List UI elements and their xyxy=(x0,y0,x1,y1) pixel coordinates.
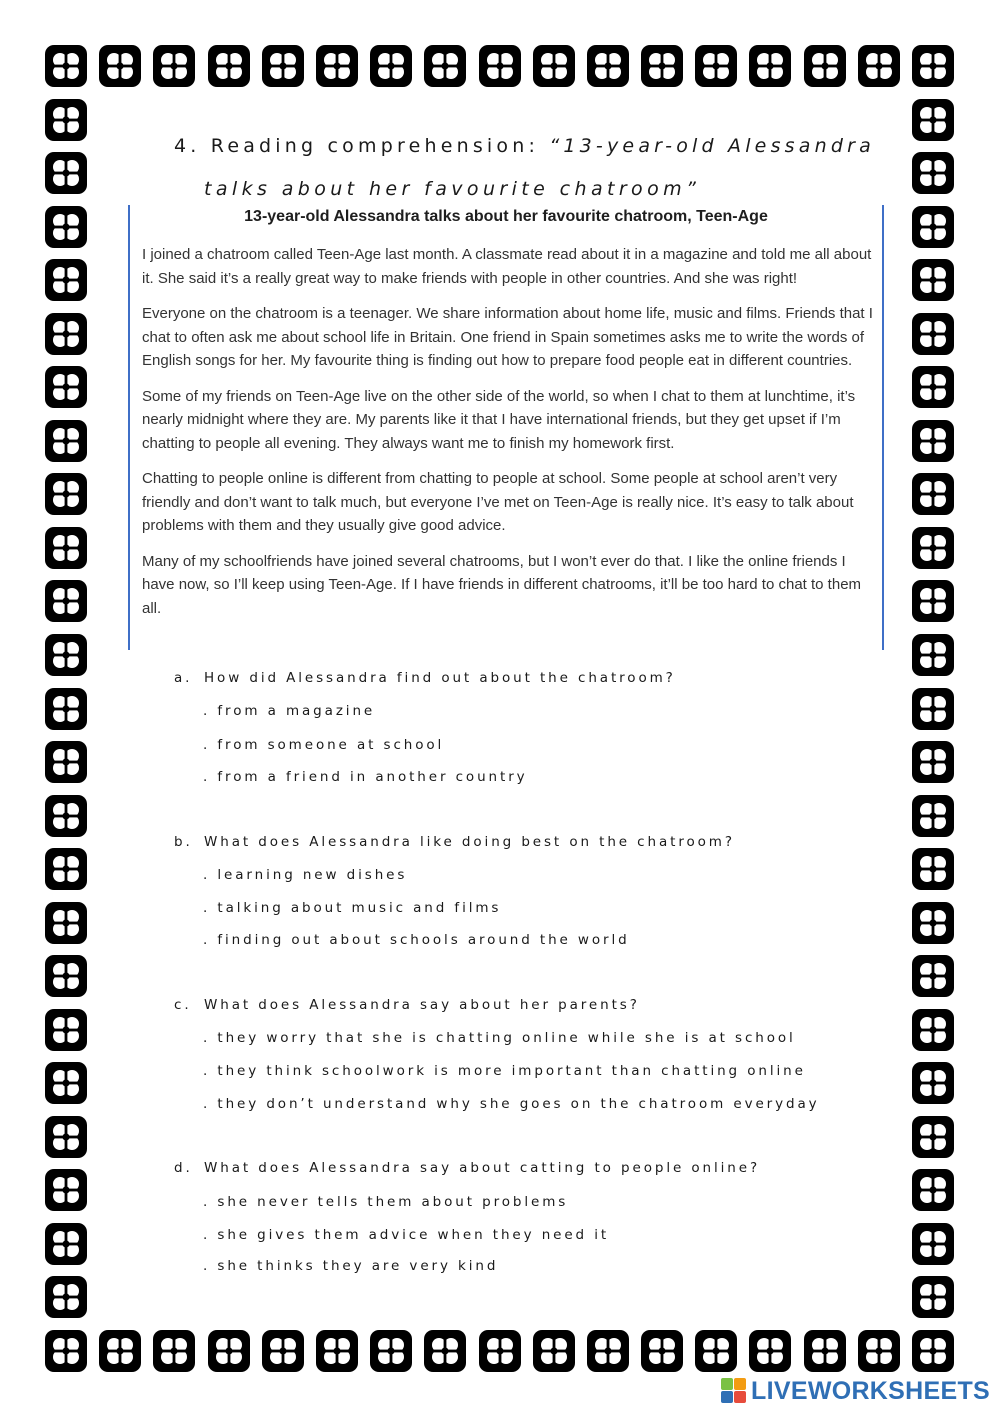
quatrefoil-tile-icon xyxy=(912,366,954,408)
quatrefoil-tile-icon xyxy=(208,1330,250,1372)
quatrefoil-tile-icon xyxy=(45,152,87,194)
question-letter: d. xyxy=(174,1160,193,1176)
option-a-3[interactable]: . from a friend in another country xyxy=(203,769,528,785)
question-letter: c. xyxy=(174,997,192,1013)
quatrefoil-tile-icon xyxy=(45,1116,87,1158)
quatrefoil-tile-icon xyxy=(45,1330,87,1372)
quatrefoil-tile-icon xyxy=(912,473,954,515)
quatrefoil-tile-icon xyxy=(45,688,87,730)
quatrefoil-tile-icon xyxy=(912,848,954,890)
quatrefoil-tile-icon xyxy=(912,45,954,87)
quatrefoil-tile-icon xyxy=(912,795,954,837)
quatrefoil-tile-icon xyxy=(912,152,954,194)
quatrefoil-tile-icon xyxy=(533,1330,575,1372)
article-paragraph: Chatting to people online is different from chatting to people at school. Some people at school aren’t very friendly and don’t want to talk much, but everyone I’ve met on Teen-Age is really nice. It’s easy to talk about problems with them and they usually give good advice. xyxy=(142,470,854,534)
option-d-2[interactable]: . she gives them advice when they need it xyxy=(203,1227,610,1243)
quatrefoil-tile-icon xyxy=(912,206,954,248)
quatrefoil-tile-icon xyxy=(804,45,846,87)
quatrefoil-tile-icon xyxy=(858,1330,900,1372)
quatrefoil-tile-icon xyxy=(45,955,87,997)
quatrefoil-tile-icon xyxy=(370,45,412,87)
quatrefoil-tile-icon xyxy=(153,45,195,87)
quatrefoil-tile-icon xyxy=(45,99,87,141)
quatrefoil-tile-icon xyxy=(912,1062,954,1104)
quatrefoil-tile-icon xyxy=(316,1330,358,1372)
article-box xyxy=(128,205,884,650)
quatrefoil-tile-icon xyxy=(262,45,304,87)
quatrefoil-tile-icon xyxy=(316,45,358,87)
question-b xyxy=(174,834,735,850)
quatrefoil-tile-icon xyxy=(912,955,954,997)
quatrefoil-tile-icon xyxy=(912,1009,954,1051)
quatrefoil-tile-icon xyxy=(45,313,87,355)
task-title-quote-line1: “13-year-old Alessandra xyxy=(549,135,875,157)
quatrefoil-tile-icon xyxy=(533,45,575,87)
quatrefoil-tile-icon xyxy=(45,1276,87,1318)
quatrefoil-tile-icon xyxy=(912,688,954,730)
quatrefoil-tile-icon xyxy=(45,795,87,837)
question-text: What does Alessandra like doing best on the chatroom? xyxy=(204,834,735,850)
quatrefoil-tile-icon xyxy=(587,1330,629,1372)
quatrefoil-tile-icon xyxy=(99,45,141,87)
quatrefoil-tile-icon xyxy=(479,1330,521,1372)
article-paragraph: Everyone on the chatroom is a teenager. We share information about home life, music and films. Friends that I chat to often ask me about school life in Britain. One friend in Spain sometimes asks me to write the words of English songs for her. My favourite thing is finding out how to prepare food people eat in different countries. xyxy=(142,305,873,369)
quatrefoil-tile-icon xyxy=(45,1009,87,1051)
option-c-3[interactable]: . they don’t understand why she goes on the chatroom everyday xyxy=(203,1096,820,1112)
quatrefoil-tile-icon xyxy=(749,1330,791,1372)
quatrefoil-tile-icon xyxy=(912,634,954,676)
quatrefoil-tile-icon xyxy=(45,848,87,890)
quatrefoil-tile-icon xyxy=(45,580,87,622)
quatrefoil-tile-icon xyxy=(99,1330,141,1372)
quatrefoil-tile-icon xyxy=(424,45,466,87)
quatrefoil-tile-icon xyxy=(45,902,87,944)
quatrefoil-tile-icon xyxy=(912,527,954,569)
quatrefoil-tile-icon xyxy=(912,741,954,783)
task-title xyxy=(174,132,874,160)
quatrefoil-tile-icon xyxy=(912,313,954,355)
option-c-1[interactable]: . they worry that she is chatting online while she is at school xyxy=(203,1030,796,1046)
brand-name: LIVEWORKSHEETS xyxy=(751,1376,990,1405)
article-body xyxy=(142,243,877,632)
quatrefoil-tile-icon xyxy=(912,259,954,301)
quatrefoil-tile-icon xyxy=(695,1330,737,1372)
quatrefoil-tile-icon xyxy=(45,45,87,87)
quatrefoil-tile-icon xyxy=(208,45,250,87)
option-b-3[interactable]: . finding out about schools around the world xyxy=(203,932,630,948)
quatrefoil-tile-icon xyxy=(912,1116,954,1158)
quatrefoil-tile-icon xyxy=(45,366,87,408)
option-a-2[interactable]: . from someone at school xyxy=(203,737,445,753)
quatrefoil-tile-icon xyxy=(912,1276,954,1318)
quatrefoil-tile-icon xyxy=(370,1330,412,1372)
quatrefoil-tile-icon xyxy=(45,1223,87,1265)
option-b-1[interactable]: . learning new dishes xyxy=(203,867,408,883)
quatrefoil-tile-icon xyxy=(45,1062,87,1104)
quatrefoil-tile-icon xyxy=(912,580,954,622)
quatrefoil-tile-icon xyxy=(45,206,87,248)
quatrefoil-tile-icon xyxy=(153,1330,195,1372)
task-title-prefix: 4. Reading comprehension: xyxy=(174,135,550,157)
quatrefoil-tile-icon xyxy=(804,1330,846,1372)
quatrefoil-tile-icon xyxy=(45,741,87,783)
option-d-3[interactable]: . she thinks they are very kind xyxy=(203,1258,499,1274)
quatrefoil-tile-icon xyxy=(262,1330,304,1372)
article-paragraph: Some of my friends on Teen-Age live on the other side of the world, so when I chat to them at lunchtime, it’s nearly midnight where they are. My parents like it that I have international friends, but they get upset if I’m chatting to people all evening. They always want me to finish my homework first. xyxy=(142,387,856,452)
quatrefoil-tile-icon xyxy=(912,420,954,462)
quatrefoil-tile-icon xyxy=(45,1169,87,1211)
task-title-quote-line2: talks about her favourite chatroom” xyxy=(204,178,701,200)
quatrefoil-tile-icon xyxy=(641,1330,683,1372)
quatrefoil-tile-icon xyxy=(749,45,791,87)
quatrefoil-tile-icon xyxy=(45,259,87,301)
article-title: 13-year-old Alessandra talks about her favourite chatroom, Teen-Age xyxy=(244,208,768,225)
quatrefoil-tile-icon xyxy=(912,99,954,141)
quatrefoil-tile-icon xyxy=(858,45,900,87)
quatrefoil-tile-icon xyxy=(912,1330,954,1372)
option-b-2[interactable]: . talking about music and films xyxy=(203,900,502,916)
quatrefoil-tile-icon xyxy=(45,634,87,676)
quatrefoil-tile-icon xyxy=(479,45,521,87)
liveworksheets-brand[interactable] xyxy=(721,1376,990,1406)
question-text: What does Alessandra say about catting to people online? xyxy=(204,1160,761,1176)
quatrefoil-tile-icon xyxy=(587,45,629,87)
quatrefoil-tile-icon xyxy=(45,473,87,515)
quatrefoil-tile-icon xyxy=(424,1330,466,1372)
question-a xyxy=(174,670,676,686)
quatrefoil-tile-icon xyxy=(912,1169,954,1211)
quatrefoil-tile-icon xyxy=(45,420,87,462)
question-letter: a. xyxy=(174,670,193,686)
quatrefoil-tile-icon xyxy=(912,902,954,944)
question-letter: b. xyxy=(174,834,193,850)
liveworksheets-logo-icon xyxy=(721,1378,747,1404)
option-c-2[interactable]: . they think schoolwork is more important than chatting online xyxy=(203,1063,806,1079)
quatrefoil-tile-icon xyxy=(45,527,87,569)
option-d-1[interactable]: . she never tells them about problems xyxy=(203,1194,569,1210)
article-paragraph: I joined a chatroom called Teen-Age last month. A classmate read about it in a magazine and told me all about it. She said it’s a really great way to make friends with people in other countries. And she was right! xyxy=(142,246,872,287)
question-text: How did Alessandra find out about the chatroom? xyxy=(204,670,676,686)
question-d xyxy=(174,1160,760,1176)
article-paragraph: Many of my schoolfriends have joined several chatrooms, but I won’t ever do that. I like the online friends I have now, so I’ll keep using Teen-Age. If I have friends in different chatrooms, it’ll be too hard to chat to them all. xyxy=(142,552,862,617)
quatrefoil-tile-icon xyxy=(641,45,683,87)
quatrefoil-tile-icon xyxy=(912,1223,954,1265)
option-a-1[interactable]: . from a magazine xyxy=(203,703,376,719)
quatrefoil-tile-icon xyxy=(695,45,737,87)
question-c xyxy=(174,997,640,1013)
question-text: What does Alessandra say about her parents? xyxy=(204,997,640,1013)
